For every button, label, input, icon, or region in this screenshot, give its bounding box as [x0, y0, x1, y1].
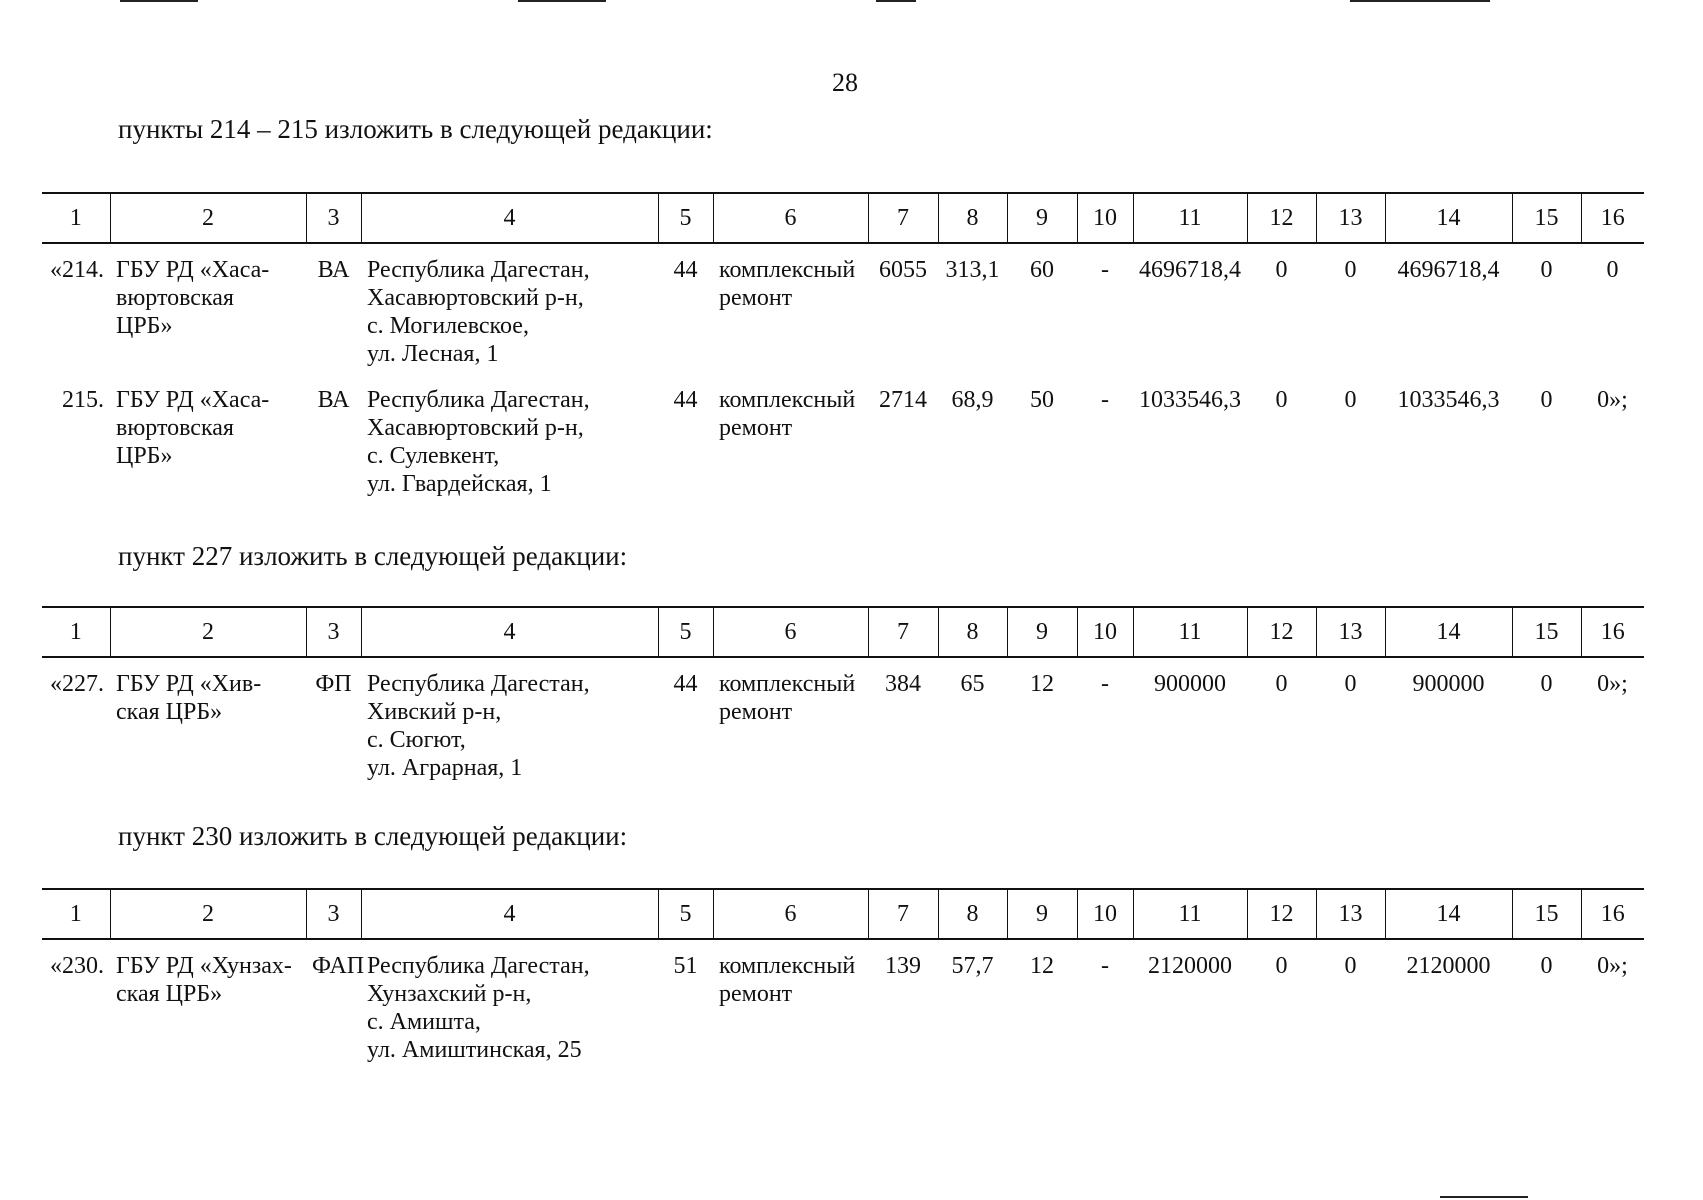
column-number: 3	[306, 607, 361, 657]
column-number: 15	[1512, 193, 1581, 243]
column-number: 8	[938, 607, 1007, 657]
column-number: 11	[1133, 889, 1247, 939]
column-number: 10	[1077, 607, 1133, 657]
column-number: 10	[1077, 889, 1133, 939]
column-number: 15	[1512, 607, 1581, 657]
cell-col-11: 1033546,3	[1139, 387, 1241, 413]
cell-col-13: 0	[1344, 953, 1357, 979]
column-number: 12	[1247, 889, 1316, 939]
cell-col-13: 0	[1344, 257, 1357, 283]
column-number: 8	[938, 193, 1007, 243]
cell-line: ская ЦРБ»	[116, 699, 223, 725]
column-number: 14	[1385, 193, 1512, 243]
cell-col-5: 44	[673, 387, 698, 413]
cell-line: ЦРБ»	[116, 313, 173, 339]
cell-col-16: 0»;	[1597, 387, 1628, 413]
cell-line: ГБУ РД «Хив-	[116, 671, 262, 697]
column-number: 3	[306, 889, 361, 939]
cell-col-7: 6055	[879, 257, 927, 283]
cell-col-6	[713, 243, 868, 374]
cell-col-9: 12	[1030, 953, 1054, 979]
cell-col-16: 0	[1606, 257, 1619, 283]
cell-line: Хунзахский р-н,	[367, 981, 532, 1007]
cell-col-8: 313,1	[945, 257, 1000, 283]
cell-line: Республика Дагестан,	[367, 671, 590, 697]
cell-line: ул. Лесная, 1	[367, 341, 499, 367]
cell-col-12: 0	[1275, 953, 1288, 979]
cell-line: комплексный	[719, 671, 856, 697]
section-heading: пункт 227 изложить в следующей редакции:	[118, 541, 628, 571]
column-number: 6	[713, 607, 868, 657]
cell-line: вюртовская	[116, 285, 234, 311]
cell-col-8: 68,9	[951, 387, 994, 413]
cell-col-15: 0	[1540, 387, 1553, 413]
column-number: 2	[110, 889, 306, 939]
column-number: 5	[658, 607, 713, 657]
cell-line: ГБУ РД «Хаса-	[116, 257, 270, 283]
table-row	[42, 657, 1644, 788]
cell-col-3: ВА	[317, 257, 350, 283]
cell-col-3: ФАП	[312, 953, 365, 979]
cell-col-6	[713, 657, 868, 788]
top-edge-mark	[1350, 0, 1490, 2]
column-number: 4	[361, 607, 658, 657]
cell-col-14: 1033546,3	[1397, 387, 1500, 413]
cell-col-10: -	[1101, 953, 1109, 979]
section-heading: пункты 214 – 215 изложить в следующей редакции:	[118, 114, 713, 144]
cell-col-6	[713, 374, 868, 504]
cell-col-11: 4696718,4	[1139, 257, 1241, 283]
cell-col-12: 0	[1275, 257, 1288, 283]
column-number: 14	[1385, 889, 1512, 939]
column-number: 12	[1247, 193, 1316, 243]
column-number: 13	[1316, 607, 1385, 657]
column-number: 4	[361, 193, 658, 243]
column-number: 7	[868, 889, 938, 939]
table-row	[42, 374, 1644, 504]
bottom-edge-mark	[1440, 1196, 1528, 1198]
cell-col-8: 57,7	[951, 953, 994, 979]
cell-col-2	[110, 243, 306, 374]
column-number: 16	[1581, 889, 1644, 939]
column-number: 14	[1385, 607, 1512, 657]
cell-line: Хасавюртовский р-н,	[367, 285, 584, 311]
cell-line: комплексный	[719, 257, 856, 283]
cell-line: с. Амишта,	[367, 1009, 481, 1035]
column-number: 5	[658, 889, 713, 939]
cell-line: ЦРБ»	[116, 443, 173, 469]
column-number: 6	[713, 193, 868, 243]
cell-line: ГБУ РД «Хаса-	[116, 387, 270, 413]
cell-line: с. Сулевкент,	[367, 443, 500, 469]
cell-col-14: 900000	[1412, 671, 1485, 697]
cell-col-9: 12	[1030, 671, 1054, 697]
cell-col-16: 0»;	[1597, 953, 1628, 979]
column-number: 3	[306, 193, 361, 243]
cell-col-9: 60	[1030, 257, 1054, 283]
column-number-row	[42, 889, 1644, 939]
column-number: 12	[1247, 607, 1316, 657]
column-number: 8	[938, 889, 1007, 939]
column-number: 6	[713, 889, 868, 939]
cell-line: ул. Аграрная, 1	[367, 755, 523, 781]
cell-col-5: 44	[673, 671, 698, 697]
column-number: 9	[1007, 193, 1077, 243]
column-number: 16	[1581, 607, 1644, 657]
cell-col-10: -	[1101, 257, 1109, 283]
top-edge-mark	[876, 0, 916, 2]
cell-col-2	[110, 939, 306, 1070]
cell-col-4	[361, 374, 658, 504]
cell-col-7: 2714	[879, 387, 927, 413]
cell-line: ремонт	[719, 981, 793, 1007]
cell-col-1: «230.	[50, 953, 104, 979]
column-number: 1	[42, 193, 110, 243]
amendment-table	[42, 888, 1644, 1070]
cell-col-14: 4696718,4	[1397, 257, 1500, 283]
cell-col-11: 900000	[1154, 671, 1226, 697]
cell-col-2	[110, 657, 306, 788]
column-number: 9	[1007, 889, 1077, 939]
column-number: 7	[868, 193, 938, 243]
cell-col-3: ФП	[315, 671, 352, 697]
cell-line: Республика Дагестан,	[367, 953, 590, 979]
cell-line: с. Могилевское,	[367, 313, 529, 339]
cell-col-4	[361, 939, 658, 1070]
cell-col-11: 2120000	[1148, 953, 1232, 979]
column-number: 15	[1512, 889, 1581, 939]
cell-line: с. Сюгют,	[367, 727, 466, 753]
cell-line: Хасавюртовский р-н,	[367, 415, 584, 441]
cell-col-2	[110, 374, 306, 504]
cell-line: Республика Дагестан,	[367, 257, 590, 283]
cell-line: ремонт	[719, 699, 793, 725]
cell-col-9: 50	[1030, 387, 1054, 413]
column-number-row	[42, 193, 1644, 243]
column-number: 1	[42, 889, 110, 939]
cell-line: ул. Гвардейская, 1	[367, 471, 552, 497]
cell-col-1: «214.	[50, 257, 104, 283]
cell-col-15: 0	[1540, 671, 1553, 697]
cell-col-5: 44	[673, 257, 698, 283]
column-number: 11	[1133, 193, 1247, 243]
cell-col-3: ВА	[317, 387, 350, 413]
cell-line: вюртовская	[116, 415, 234, 441]
cell-col-7: 139	[885, 953, 921, 979]
column-number: 13	[1316, 193, 1385, 243]
cell-line: ул. Амиштинская, 25	[367, 1037, 582, 1063]
cell-col-4	[361, 657, 658, 788]
cell-line: ГБУ РД «Хунзах-	[116, 953, 292, 979]
column-number: 2	[110, 607, 306, 657]
amendment-table	[42, 192, 1644, 504]
column-number: 16	[1581, 193, 1644, 243]
cell-col-12: 0	[1275, 671, 1288, 697]
cell-col-10: -	[1101, 671, 1109, 697]
cell-line: ская ЦРБ»	[116, 981, 223, 1007]
column-number: 1	[42, 607, 110, 657]
cell-col-10: -	[1101, 387, 1109, 413]
cell-col-7: 384	[885, 671, 921, 697]
cell-col-12: 0	[1275, 387, 1288, 413]
column-number: 5	[658, 193, 713, 243]
column-number: 11	[1133, 607, 1247, 657]
amendment-table	[42, 606, 1644, 788]
table-row	[42, 243, 1644, 374]
column-number: 7	[868, 607, 938, 657]
cell-col-6	[713, 939, 868, 1070]
cell-line: комплексный	[719, 953, 856, 979]
cell-line: комплексный	[719, 387, 856, 413]
column-number: 10	[1077, 193, 1133, 243]
column-number-row	[42, 607, 1644, 657]
cell-line: ремонт	[719, 415, 793, 441]
cell-col-4	[361, 243, 658, 374]
cell-col-13: 0	[1344, 387, 1357, 413]
table-row	[42, 939, 1644, 1070]
cell-line: Республика Дагестан,	[367, 387, 590, 413]
cell-col-14: 2120000	[1406, 953, 1491, 979]
cell-col-1: «227.	[50, 671, 104, 697]
column-number: 2	[110, 193, 306, 243]
top-edge-mark	[120, 0, 198, 2]
cell-col-5: 51	[673, 953, 698, 979]
column-number: 9	[1007, 607, 1077, 657]
cell-col-15: 0	[1540, 257, 1553, 283]
page-number: 28	[832, 68, 858, 97]
cell-col-13: 0	[1344, 671, 1357, 697]
cell-line: ремонт	[719, 285, 793, 311]
cell-col-16: 0»;	[1597, 671, 1628, 697]
cell-col-15: 0	[1540, 953, 1553, 979]
top-edge-mark	[518, 0, 606, 2]
cell-line: Хивский р-н,	[367, 699, 502, 725]
column-number: 4	[361, 889, 658, 939]
cell-col-8: 65	[960, 671, 985, 697]
cell-col-1: 215.	[62, 387, 104, 413]
section-heading: пункт 230 изложить в следующей редакции:	[118, 821, 628, 851]
column-number: 13	[1316, 889, 1385, 939]
